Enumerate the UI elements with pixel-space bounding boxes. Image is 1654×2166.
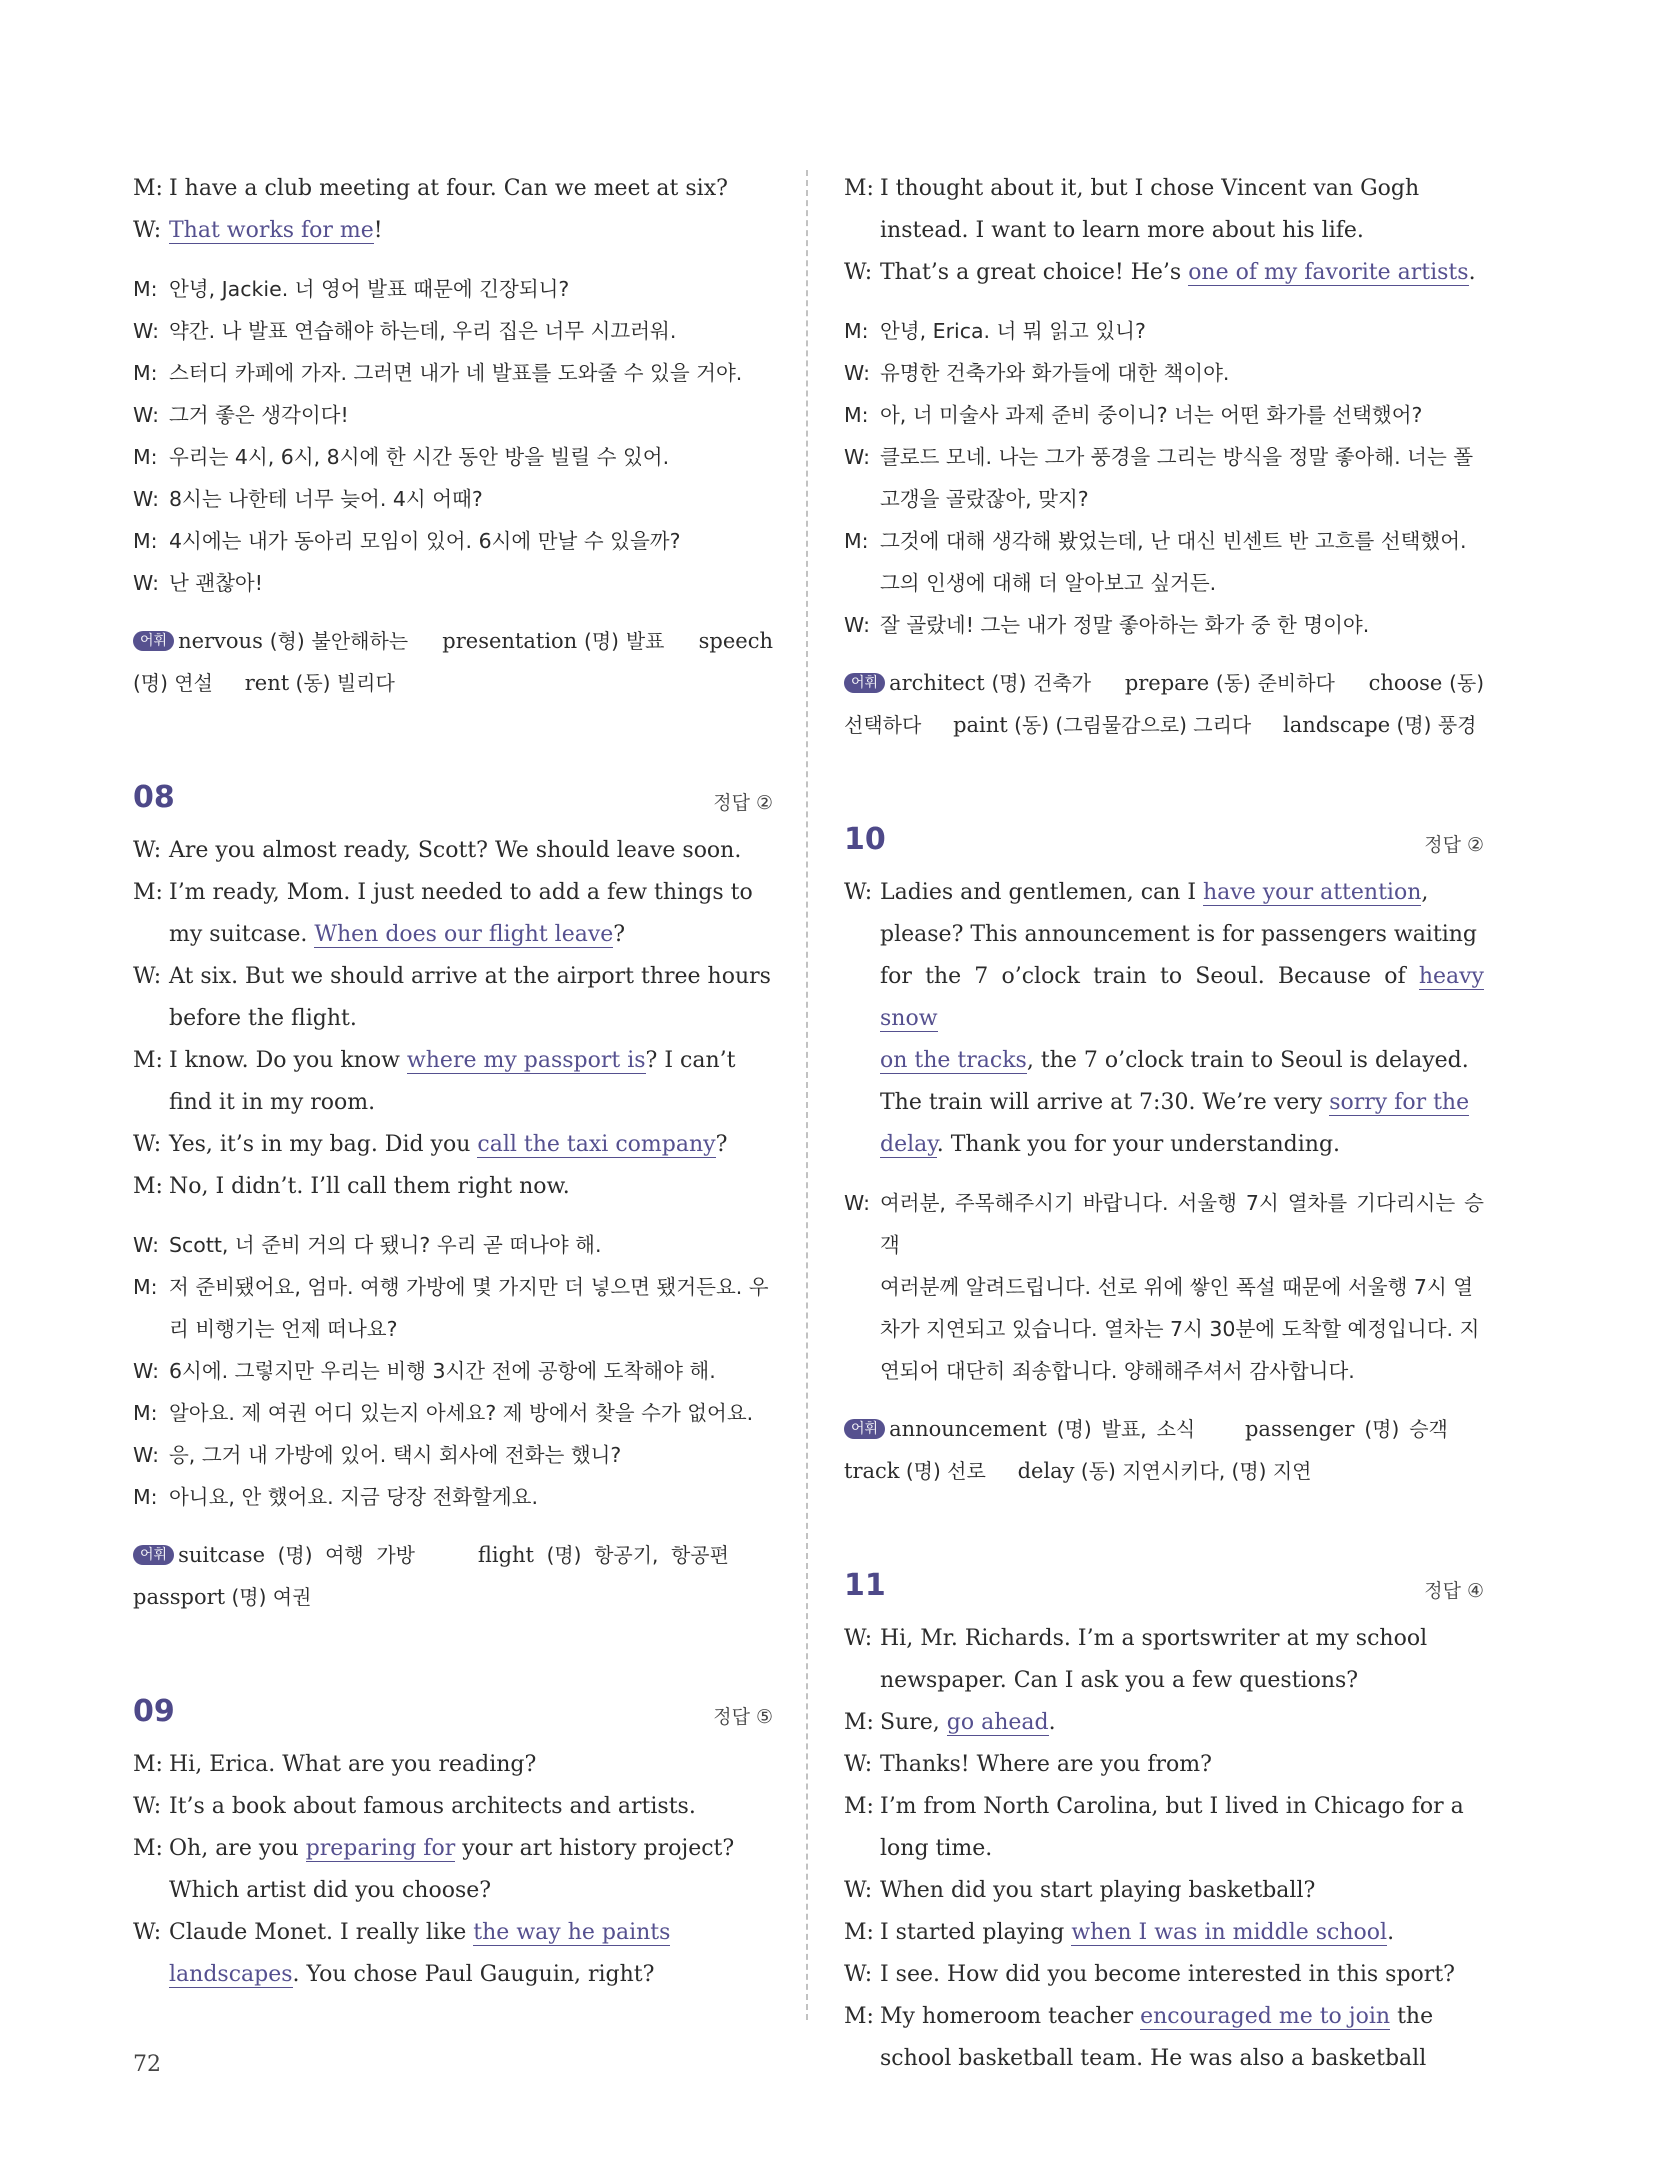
line-text: 여러분, 주목해주시기 바랍니다. 서울행 7시 열차를 기다리시는 승객 <box>880 1191 1484 1257</box>
vocab-item <box>889 671 1091 695</box>
line-text: ? <box>715 1132 728 1157</box>
vocab-word: passport <box>133 1585 226 1609</box>
korean-line <box>844 310 1484 352</box>
korean-line <box>133 352 773 394</box>
dialogue-line <box>844 1870 1484 1912</box>
vocab-item <box>442 629 664 653</box>
left-column <box>133 168 773 1996</box>
page-number: 72 <box>133 2052 161 2077</box>
speaker-label: W: <box>844 361 870 385</box>
vocab-word: choose <box>1368 671 1443 695</box>
line-text: Hi, Erica. What are you reading? <box>169 1752 537 1777</box>
vocab-meaning: 여권 <box>272 1585 312 1609</box>
line-text: 8시는 나한테 너무 늦어. 4시 어때? <box>169 487 483 511</box>
vocab-badge: 어휘 <box>844 673 885 693</box>
speaker-label: M: <box>844 1794 874 1819</box>
speaker-label: W: <box>844 1962 873 1987</box>
speaker-label: M: <box>133 176 163 201</box>
line-text: 안녕, Jackie. 너 영어 발표 때문에 긴장되니? <box>169 277 570 301</box>
answer-blank: on the tracks <box>880 1048 1027 1073</box>
line-text: 난 괜찮아! <box>169 571 263 595</box>
section-header <box>133 776 773 830</box>
line-text: . <box>1387 1920 1395 1945</box>
part-of-speech-icon: (명) <box>133 671 168 695</box>
dialogue-line <box>133 1166 773 1208</box>
speaker-label: M: <box>133 1048 163 1073</box>
part-of-speech-icon: (명) <box>584 629 619 653</box>
korean-line <box>133 1434 773 1476</box>
vocab-item <box>178 1543 415 1567</box>
vocab-item <box>1125 671 1335 695</box>
vocab-badge: 어휘 <box>133 1545 174 1565</box>
section-number: 11 <box>844 1568 886 1603</box>
spacer <box>844 1166 1484 1182</box>
line-text: Hi, Mr. Richards. I’m a sportswriter at my school <box>880 1626 1428 1651</box>
korean-line <box>133 478 773 520</box>
vocab-meaning: 발표, 소식 <box>1101 1417 1196 1441</box>
dialogue-line <box>133 956 773 998</box>
dialogue-line <box>844 252 1484 294</box>
vocab-item <box>1018 1459 1312 1483</box>
speaker-label: M: <box>133 880 163 905</box>
part-of-speech-icon: (명) <box>1364 1417 1400 1441</box>
section-header <box>133 1690 773 1744</box>
dialogue-line <box>133 872 773 914</box>
spacer <box>844 646 1484 662</box>
part-of-speech-icon: (동) <box>1014 713 1050 737</box>
line-text: 클로드 모네. 나는 그가 풍경을 그리는 방식을 정말 좋아해. 너는 폴 <box>880 445 1474 469</box>
vocab-word: announcement <box>889 1417 1047 1441</box>
dialogue-line <box>133 830 773 872</box>
korean-line <box>844 604 1484 646</box>
line-text: At six. But we should arrive at the airport three hours <box>169 964 771 989</box>
line-text: 그거 좋은 생각이다! <box>169 403 349 427</box>
spacer <box>844 1392 1484 1408</box>
speaker-label: W: <box>133 218 162 243</box>
line-text: No, I didn’t. I’ll call them right now. <box>169 1174 570 1199</box>
line-text: I’m ready, Mom. I just needed to add a few things to <box>169 880 753 905</box>
line-text: When did you start playing basketball? <box>880 1878 1316 1903</box>
line-text: . You chose Paul Gauguin, right? <box>292 1962 655 1987</box>
answer-blank: one of my favorite artists <box>1188 260 1469 285</box>
speaker-label: M: <box>133 361 158 385</box>
speaker-label: M: <box>844 1920 874 1945</box>
dialogue-line <box>844 1082 1484 1124</box>
answer-blank: That works for me <box>169 218 374 243</box>
line-text: Ladies and gentlemen, can I <box>880 880 1203 905</box>
dialogue-line <box>844 2038 1484 2080</box>
vocab-meaning: 여행 가방 <box>325 1543 415 1567</box>
dialogue-line <box>844 168 1484 210</box>
answer-blank: go ahead <box>946 1710 1049 1735</box>
speaker-label: W: <box>133 487 159 511</box>
line-text: 응, 그거 내 가방에 있어. 택시 회사에 전화는 했니? <box>169 1443 622 1467</box>
speaker-label: M: <box>844 176 874 201</box>
line-text: for the 7 o’clock train to Seoul. Because of <box>880 964 1419 989</box>
speaker-label: M: <box>133 445 158 469</box>
answer-blank: delay <box>880 1132 937 1157</box>
speaker-label: W: <box>133 1920 162 1945</box>
line-text: the <box>1390 2004 1434 2029</box>
line-text: , <box>1421 880 1429 905</box>
part-of-speech-icon: (동) <box>1080 1459 1116 1483</box>
line-text: 4시에는 내가 동아리 모임이 있어. 6시에 만날 수 있을까? <box>169 529 681 553</box>
answer-label: 정답 ② <box>1424 834 1484 856</box>
dialogue-line <box>133 1828 773 1870</box>
line-text: I started playing <box>880 1920 1072 1945</box>
dialogue-line <box>133 1954 773 1996</box>
dialogue-line <box>133 168 773 210</box>
dialogue-line <box>844 956 1484 1040</box>
speaker-label: M: <box>133 1401 158 1425</box>
vocab-word: passenger <box>1244 1417 1355 1441</box>
vocab-item <box>478 1543 729 1567</box>
line-text: newspaper. Can I ask you a few questions? <box>880 1668 1359 1693</box>
line-text: instead. I want to learn more about his life. <box>880 218 1364 243</box>
dialogue-line <box>133 1082 773 1124</box>
vocab-word: landscape <box>1283 713 1391 737</box>
speaker-label: W: <box>844 1626 873 1651</box>
line-text: I thought about it, but I chose Vincent van Gogh <box>880 176 1420 201</box>
vocab-word: track <box>844 1459 900 1483</box>
line-text: 스터디 카페에 가자. 그러면 내가 네 발표를 도와줄 수 있을 거야. <box>169 361 743 385</box>
line-text: 우리는 4시, 6시, 8시에 한 시간 동안 방을 빌릴 수 있어. <box>169 445 670 469</box>
part-of-speech-icon: (명) <box>1056 1417 1092 1441</box>
speaker-label: M: <box>133 1752 163 1777</box>
dialogue-line <box>133 914 773 956</box>
speaker-label: M: <box>133 1836 163 1861</box>
vocab-word: nervous <box>178 629 263 653</box>
dialogue-line <box>133 1744 773 1786</box>
vocab-item <box>245 671 395 695</box>
dialogue-line <box>844 1744 1484 1786</box>
vocab-word: architect <box>889 671 985 695</box>
dialogue-line <box>844 1618 1484 1660</box>
dialogue-line <box>844 1954 1484 1996</box>
vocab-box <box>844 1408 1484 1492</box>
part-of-speech-icon: (명) <box>277 1543 313 1567</box>
speaker-label: W: <box>844 445 870 469</box>
part-of-speech-icon: (명) <box>1396 713 1432 737</box>
line-text: Claude Monet. I really like <box>169 1920 474 1945</box>
line-text: 아니요, 안 했어요. 지금 당장 전화할게요. <box>169 1485 538 1509</box>
part-of-speech-icon: (동) <box>1215 671 1251 695</box>
speaker-label: W: <box>133 838 162 863</box>
speaker-label: W: <box>133 571 159 595</box>
dialogue-line <box>844 1828 1484 1870</box>
korean-line <box>133 1350 773 1392</box>
line-text: 차가 지연되고 있습니다. 열차는 7시 30분에 도착할 예정입니다. 지 <box>880 1317 1480 1341</box>
korean-line <box>133 1476 773 1518</box>
speaker-label: W: <box>133 1132 162 1157</box>
line-text: 약간. 나 발표 연습해야 하는데, 우리 집은 너무 시끄러워. <box>169 319 677 343</box>
part-of-speech-icon: (명) <box>231 1585 267 1609</box>
vocab-meaning: 발표 <box>625 629 665 653</box>
line-text: find it in my room. <box>169 1090 376 1115</box>
line-text: school basketball team. He was also a basketball <box>880 2046 1427 2071</box>
korean-line <box>844 1266 1484 1308</box>
vocab-box <box>133 620 773 704</box>
vocab-box <box>844 662 1484 746</box>
dialogue-line <box>844 210 1484 252</box>
line-text: ! <box>373 218 383 243</box>
part-of-speech-icon: (동) <box>295 671 331 695</box>
part-of-speech-icon: (동) <box>1449 671 1485 695</box>
vocab-word: suitcase <box>178 1543 266 1567</box>
line-text: I have a club meeting at four. Can we meet at six? <box>169 176 728 201</box>
line-text: Oh, are you <box>169 1836 306 1861</box>
dialogue-line <box>133 1786 773 1828</box>
line-text: 알아요. 제 여권 어디 있는지 아세요? 제 방에서 찾을 수가 없어요. <box>169 1401 754 1425</box>
speaker-label: W: <box>844 1752 873 1777</box>
answer-blank: call the taxi company <box>477 1132 716 1157</box>
part-of-speech-icon: (명) <box>905 1459 941 1483</box>
spacer <box>133 252 773 268</box>
dialogue-line <box>844 1996 1484 2038</box>
dialogue-line <box>133 1040 773 1082</box>
line-text: before the flight. <box>169 1006 357 1031</box>
korean-line <box>844 352 1484 394</box>
spacer <box>133 704 773 776</box>
answer-blank: sorry for the <box>1329 1090 1470 1115</box>
speaker-label: M: <box>844 319 869 343</box>
speaker-label: W: <box>133 1794 162 1819</box>
line-text: 연되어 대단히 죄송합니다. 양해해주셔서 감사합니다. <box>880 1359 1355 1383</box>
speaker-label: W: <box>844 1191 870 1215</box>
dialogue-line <box>133 210 773 252</box>
vocab-item <box>953 713 1251 737</box>
korean-line <box>844 478 1484 520</box>
line-text: long time. <box>880 1836 993 1861</box>
vocab-item <box>133 1585 311 1609</box>
korean-line <box>844 1182 1484 1266</box>
answer-blank: heavy snow <box>880 964 1484 1031</box>
speaker-label: W: <box>133 964 162 989</box>
line-text: . <box>1048 1710 1056 1735</box>
line-text: 6시에. 그렇지만 우리는 비행 3시간 전에 공항에 도착해야 해. <box>169 1359 716 1383</box>
vocab-word: paint <box>953 713 1008 737</box>
speaker-label: M: <box>133 277 158 301</box>
line-text: Thanks! Where are you from? <box>880 1752 1212 1777</box>
section-number: 08 <box>133 780 175 815</box>
vocab-item <box>844 1459 986 1483</box>
line-text: your art history project? <box>455 1836 735 1861</box>
line-text: It’s a book about famous architects and artists. <box>169 1794 696 1819</box>
line-text: That’s a great choice! He’s <box>880 260 1189 285</box>
vocab-word: delay <box>1017 1459 1075 1483</box>
korean-line <box>844 1308 1484 1350</box>
column-divider <box>806 170 808 2020</box>
spacer <box>844 294 1484 310</box>
section-header <box>844 818 1484 872</box>
answer-blank: encouraged me to join <box>1140 2004 1391 2029</box>
section-number: 10 <box>844 822 886 857</box>
vocab-word: speech <box>698 629 774 653</box>
korean-line <box>844 394 1484 436</box>
speaker-label: M: <box>844 529 869 553</box>
answer-blank: preparing for <box>305 1836 456 1861</box>
korean-line <box>133 436 773 478</box>
dialogue-line <box>133 998 773 1040</box>
speaker-label: M: <box>844 2004 874 2029</box>
korean-line <box>133 562 773 604</box>
section-number: 09 <box>133 1694 175 1729</box>
spacer <box>133 1618 773 1690</box>
vocab-item <box>178 629 408 653</box>
answer-blank: landscapes <box>169 1962 293 1987</box>
line-text: Which artist did you choose? <box>169 1878 492 1903</box>
korean-line <box>844 436 1484 478</box>
dialogue-line <box>133 1870 773 1912</box>
line-text: I see. How did you become interested in this sport? <box>880 1962 1455 1987</box>
part-of-speech-icon: (형) <box>269 629 305 653</box>
line-text: Yes, it’s in my bag. Did you <box>169 1132 478 1157</box>
speaker-label: W: <box>133 403 159 427</box>
korean-line <box>844 1350 1484 1392</box>
line-text: The train will arrive at 7:30. We’re very <box>880 1090 1330 1115</box>
answer-label: 정답 ⑤ <box>713 1706 773 1728</box>
dialogue-line <box>844 1786 1484 1828</box>
dialogue-line <box>844 1124 1484 1166</box>
vocab-item <box>1283 713 1476 737</box>
vocab-meaning: (그림물감으로) 그리다 <box>1055 713 1252 737</box>
spacer <box>133 1518 773 1534</box>
dialogue-line <box>133 1912 773 1954</box>
line-text: 저 준비됐어요, 엄마. 여행 가방에 몇 가지만 더 넣으면 됐거든요. 우 <box>169 1275 769 1299</box>
line-text: ? I can’t <box>645 1048 736 1073</box>
spacer <box>133 1208 773 1224</box>
vocab-meaning: 연설 <box>174 671 213 695</box>
line-text: 잘 골랐네! 그는 내가 정말 좋아하는 화가 중 한 명이야. <box>880 613 1370 637</box>
speaker-label: W: <box>844 1878 873 1903</box>
vocab-meaning: 승객 <box>1409 1417 1448 1441</box>
speaker-label: M: <box>133 529 158 553</box>
dialogue-line <box>844 1660 1484 1702</box>
right-column <box>844 168 1484 2080</box>
vocab-meaning: 빌리다 <box>336 671 395 695</box>
answer-blank: where my passport is <box>406 1048 646 1073</box>
line-text: 그의 인생에 대해 더 알아보고 싶거든. <box>880 571 1217 595</box>
vocab-meaning: 선로 <box>947 1459 986 1483</box>
line-text: ? <box>613 922 626 947</box>
speaker-label: W: <box>133 319 159 343</box>
speaker-label: W: <box>133 1233 159 1257</box>
korean-line <box>844 520 1484 562</box>
part-of-speech-icon: (명) <box>1231 1459 1267 1483</box>
speaker-label: M: <box>133 1174 163 1199</box>
korean-line <box>133 1224 773 1266</box>
vocab-meaning: 풍경 <box>1437 713 1477 737</box>
line-text: , the 7 o’clock train to Seoul is delayed. <box>1026 1048 1469 1073</box>
answer-label: 정답 ② <box>713 792 773 814</box>
speaker-label: W: <box>133 1359 159 1383</box>
speaker-label: W: <box>844 613 870 637</box>
korean-line <box>133 394 773 436</box>
speaker-label: M: <box>844 1710 874 1735</box>
speaker-label: M: <box>133 1485 158 1509</box>
vocab-item <box>1245 1417 1448 1441</box>
vocab-meaning: 지연시키다, <box>1122 1459 1226 1483</box>
spacer <box>844 1492 1484 1564</box>
line-text: My homeroom teacher <box>880 2004 1141 2029</box>
vocab-meaning: 건축가 <box>1033 671 1092 695</box>
line-text: 안녕, Erica. 너 뭐 읽고 있니? <box>880 319 1146 343</box>
line-text: my suitcase. <box>169 922 315 947</box>
line-text: 아, 너 미술사 과제 준비 중이니? 너는 어떤 화가를 선택했어? <box>880 403 1423 427</box>
speaker-label: M: <box>844 403 869 427</box>
line-text: please? This announcement is for passengers waiting <box>880 922 1477 947</box>
vocab-meaning: 선택하다 <box>844 713 922 737</box>
vocab-box <box>133 1534 773 1618</box>
vocab-badge: 어휘 <box>133 631 174 651</box>
answer-label: 정답 ④ <box>1424 1580 1484 1602</box>
line-text: . Thank you for your understanding. <box>936 1132 1341 1157</box>
vocab-word: flight <box>477 1543 534 1567</box>
answer-blank: have your attention <box>1203 880 1422 905</box>
korean-line <box>133 310 773 352</box>
dialogue-line <box>844 1912 1484 1954</box>
vocab-badge: 어휘 <box>844 1419 885 1439</box>
korean-line <box>133 1266 773 1308</box>
line-text: Scott, 너 준비 거의 다 됐니? 우리 곧 떠나야 해. <box>169 1233 602 1257</box>
dialogue-line <box>844 1702 1484 1744</box>
part-of-speech-icon: (명) <box>546 1543 582 1567</box>
speaker-label: W: <box>844 260 873 285</box>
korean-line <box>844 562 1484 604</box>
answer-blank: When does our flight leave <box>314 922 614 947</box>
line-text: 리 비행기는 언제 떠나요? <box>169 1317 398 1341</box>
vocab-meaning: 불안해하는 <box>311 629 409 653</box>
dialogue-line <box>844 872 1484 914</box>
section-header <box>844 1564 1484 1618</box>
vocab-meaning: 지연 <box>1272 1459 1312 1483</box>
answer-blank: the way he paints <box>473 1920 671 1945</box>
vocab-word: prepare <box>1124 671 1210 695</box>
dialogue-line <box>844 1040 1484 1082</box>
line-text: 유명한 건축가와 화가들에 대한 책이야. <box>880 361 1230 385</box>
line-text: 여러분께 알려드립니다. 선로 위에 쌓인 폭설 때문에 서울행 7시 열 <box>880 1275 1474 1299</box>
line-text: Sure, <box>880 1710 947 1735</box>
speaker-label: M: <box>133 1275 158 1299</box>
korean-line <box>133 268 773 310</box>
line-text: 고갱을 골랐잖아, 맞지? <box>880 487 1089 511</box>
line-text: I know. Do you know <box>169 1048 407 1073</box>
vocab-item <box>889 1417 1195 1441</box>
speaker-label: W: <box>133 1443 159 1467</box>
spacer <box>133 604 773 620</box>
line-text: I’m from North Carolina, but I lived in Chicago for a <box>880 1794 1464 1819</box>
line-text: . <box>1468 260 1476 285</box>
speaker-label: W: <box>844 880 873 905</box>
answer-blank: when I was in middle school <box>1071 1920 1388 1945</box>
korean-line <box>133 520 773 562</box>
line-text: Are you almost ready, Scott? We should leave soon. <box>169 838 742 863</box>
part-of-speech-icon: (명) <box>991 671 1027 695</box>
vocab-meaning: 준비하다 <box>1257 671 1335 695</box>
spacer <box>844 746 1484 818</box>
vocab-meaning: 항공기, 항공편 <box>594 1543 729 1567</box>
korean-line <box>133 1308 773 1350</box>
vocab-word: rent <box>244 671 290 695</box>
dialogue-line <box>844 914 1484 956</box>
korean-line <box>133 1392 773 1434</box>
dialogue-line <box>133 1124 773 1166</box>
line-text: 그것에 대해 생각해 봤었는데, 난 대신 빈센트 반 고흐를 선택했어. <box>880 529 1467 553</box>
vocab-word: presentation <box>442 629 578 653</box>
